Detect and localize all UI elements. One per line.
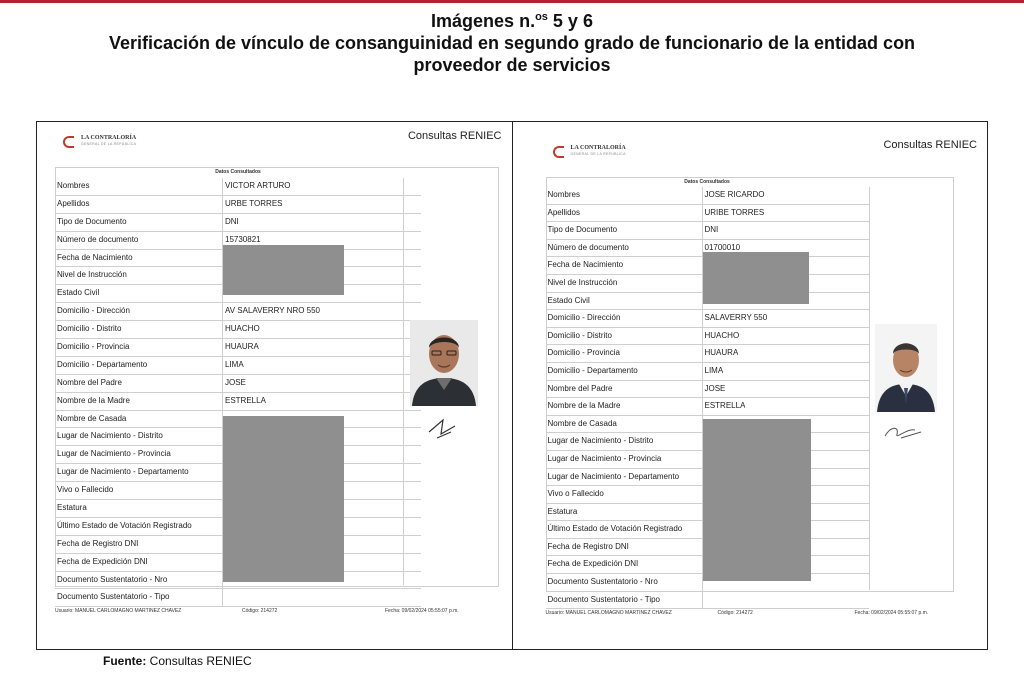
row-label: Nombre del Padre xyxy=(55,375,223,392)
row-value: SALAVERRY 550 xyxy=(704,313,768,323)
row-label: Apellidos xyxy=(55,196,223,213)
row-label: Nombre de Casada xyxy=(55,411,223,428)
person-photo-image xyxy=(410,320,478,406)
table-row xyxy=(55,196,421,214)
row-value: JOSE xyxy=(225,377,246,387)
row-label: Estatura xyxy=(546,504,703,521)
row-label: Vivo o Fallecido xyxy=(55,482,223,499)
row-label: Fecha de Registro DNI xyxy=(55,536,223,553)
table-row xyxy=(546,328,869,346)
row-label: Número de documento xyxy=(546,240,703,257)
row-value: ESTRELLA xyxy=(225,395,266,405)
consultas-reniec-label: Consultas RENIEC xyxy=(883,139,977,151)
person-photo xyxy=(410,320,478,406)
row-value: AV SALAVERRY NRO 550 xyxy=(225,306,321,316)
reniec-sheet xyxy=(513,122,988,649)
row-label: Nivel de Instrucción xyxy=(55,267,223,284)
consultas-reniec-label: Consultas RENIEC xyxy=(407,130,502,142)
row-label: Nombre del Padre xyxy=(546,381,703,398)
row-label: Estado Civil xyxy=(55,285,223,302)
row-label: Lugar de Nacimiento - Departamento xyxy=(55,464,223,481)
row-label: Lugar de Nacimiento - Distrito xyxy=(55,428,223,445)
reniec-panel-right xyxy=(512,122,988,649)
row-label: Estado Civil xyxy=(546,293,703,310)
row-value xyxy=(223,589,225,606)
footer-code: Código: 214272 xyxy=(717,610,753,616)
contraloria-logo-icon xyxy=(553,144,567,156)
top-accent-bar xyxy=(0,0,1024,3)
source-note: Fuente: Consultas RENIEC xyxy=(103,654,252,668)
document-heading xyxy=(0,6,1024,76)
row-label: Nombre de la Madre xyxy=(55,393,223,410)
row-label: Fecha de Nacimiento xyxy=(546,257,703,274)
table-row xyxy=(546,363,869,381)
row-label: Estatura xyxy=(55,500,223,517)
row-label: Tipo de Documento xyxy=(546,222,703,239)
table-row xyxy=(546,381,869,399)
contraloria-logo-icon xyxy=(63,134,77,146)
row-label: Nombre de la Madre xyxy=(546,398,703,415)
row-label: Nombre de Casada xyxy=(546,416,703,433)
row-label: Último Estado de Votación Registrado xyxy=(55,518,223,535)
row-label: Lugar de Nacimiento - Provincia xyxy=(55,446,223,463)
row-label: Apellidos xyxy=(546,205,703,222)
contraloria-logo: LA CONTRALORÍA GENERAL DE LA REPÚBLICA xyxy=(63,134,136,146)
table-row xyxy=(546,222,869,240)
table-row xyxy=(55,589,421,607)
row-value: HUAURA xyxy=(225,342,259,352)
contraloria-logo: LA CONTRALORÍA GENERAL DE LA REPÚBLICA xyxy=(553,144,626,156)
row-value: DNI xyxy=(704,225,719,235)
row-value: JOSE RICARDO xyxy=(704,190,765,199)
signature-mark xyxy=(881,420,925,444)
footer-code: Código: 214272 xyxy=(242,608,278,614)
footer-user: Usuario: MANUEL CARLOMAGNO MARTINEZ CHAVEZ xyxy=(55,608,182,614)
section-title: Datos Consultados xyxy=(684,179,730,185)
row-value: VICTOR ARTURO xyxy=(225,181,291,190)
signature-mark xyxy=(423,412,463,442)
table-row xyxy=(546,205,869,223)
row-value: HUACHO xyxy=(225,324,260,334)
table-row xyxy=(546,398,869,416)
row-value: JOSE xyxy=(704,383,726,393)
table-row xyxy=(546,310,869,328)
row-label: Fecha de Registro DNI xyxy=(546,539,703,556)
section-title: Datos Consultados xyxy=(215,169,261,175)
redaction-block xyxy=(703,419,811,581)
figure-number: Imágenes n.$^{os}$ 5 y 6 xyxy=(431,11,593,31)
row-label: Domicilio - Dirección xyxy=(546,310,703,327)
row-label: Lugar de Nacimiento - Provincia xyxy=(546,451,703,468)
table-row xyxy=(55,214,421,232)
row-label: Tipo de Documento xyxy=(55,214,223,231)
row-label: Nivel de Instrucción xyxy=(546,275,703,292)
row-label: Documento Sustentatorio - Nro xyxy=(546,574,703,591)
footer-user: Usuario: MANUEL CARLOMAGNO MARTINEZ CHAVEZ xyxy=(545,610,672,616)
row-label: Número de documento xyxy=(55,232,223,249)
row-label: Domicilio - Dirección xyxy=(55,303,223,320)
row-label: Domicilio - Departamento xyxy=(546,363,703,380)
figure-title-line-2: proveedor de servicios xyxy=(413,55,611,75)
row-label: Documento Sustentatorio - Nro xyxy=(55,572,223,589)
table-row xyxy=(546,345,869,363)
row-label: Último Estado de Votación Registrado xyxy=(546,521,703,538)
row-value: 15730821 xyxy=(225,234,261,244)
table-row xyxy=(55,339,421,357)
row-label: Domicilio - Provincia xyxy=(55,339,223,356)
table-row xyxy=(55,321,421,339)
redaction-block xyxy=(703,252,809,304)
row-label: Vivo o Fallecido xyxy=(546,486,703,503)
row-label: Documento Sustentatorio - Tipo xyxy=(55,589,223,606)
row-label: Domicilio - Distrito xyxy=(55,321,223,338)
footer-date: Fecha: 09/02/2024 05:55:07 p.m. xyxy=(854,610,929,616)
row-value: URIBE TORRES xyxy=(704,207,765,217)
row-value: 01700010 xyxy=(704,242,741,252)
reniec-panels xyxy=(36,121,988,650)
row-label: Domicilio - Departamento xyxy=(55,357,223,374)
table-row xyxy=(546,187,869,205)
row-value xyxy=(703,592,705,609)
redaction-block xyxy=(223,416,344,582)
row-label: Domicilio - Distrito xyxy=(546,328,703,345)
table-row xyxy=(55,375,421,393)
reniec-sheet xyxy=(37,122,512,649)
figure-title-line-1: Verificación de vínculo de consanguinidad en segundo grado de funcionario de la entidad con xyxy=(108,33,916,53)
row-label: Lugar de Nacimiento - Departamento xyxy=(546,469,703,486)
row-label: Documento Sustentatorio - Tipo xyxy=(546,592,703,609)
row-value: DNI xyxy=(225,216,239,226)
person-photo xyxy=(875,324,937,412)
row-value: ESTRELLA xyxy=(704,401,746,411)
table-row xyxy=(55,303,421,321)
row-value: HUAURA xyxy=(704,348,739,358)
row-label: Nombres xyxy=(55,178,223,195)
row-label: Fecha de Expedición DNI xyxy=(546,556,703,573)
row-value: URBE TORRES xyxy=(225,198,283,208)
table-row xyxy=(546,592,869,610)
person-photo-image xyxy=(875,324,937,412)
row-value: HUACHO xyxy=(704,330,740,340)
row-label: Fecha de Expedición DNI xyxy=(55,554,223,571)
row-label: Domicilio - Provincia xyxy=(546,345,703,362)
row-value: LIMA xyxy=(704,365,724,375)
table-row xyxy=(55,393,421,411)
row-label: Lugar de Nacimiento - Distrito xyxy=(546,433,703,450)
table-row xyxy=(55,178,421,196)
redaction-block xyxy=(223,245,344,295)
row-value: LIMA xyxy=(225,359,244,369)
table-row xyxy=(55,357,421,375)
reniec-panel-left xyxy=(37,122,512,649)
footer-date: Fecha: 09/02/2024 05:55:07 p.m. xyxy=(385,608,459,614)
row-label: Nombres xyxy=(546,187,703,204)
row-label: Fecha de Nacimiento xyxy=(55,250,223,267)
